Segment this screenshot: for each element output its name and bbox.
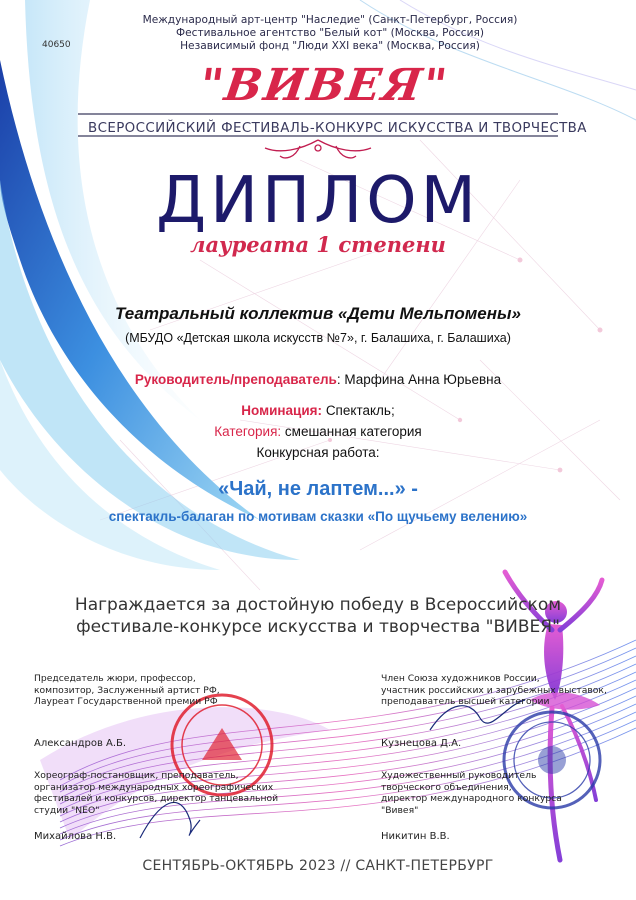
signature-title-line: директор международного конкурса: [381, 793, 562, 805]
signature-title-line: "Вивея": [381, 804, 419, 816]
signature-name-director: Никитин В.В.: [381, 831, 450, 842]
ornament-flourish: [265, 140, 371, 158]
signature-title-line: студии "NEO": [34, 804, 100, 816]
leader-label: Руководитель/преподаватель: [134, 372, 337, 387]
signature-name-choreographer: Михайлова Н.В.: [34, 831, 117, 842]
signature-title-line: участник российских и зарубежных выставок,: [381, 684, 607, 696]
organizer-line: Независимый фонд "Люди XXI века" (Москва, Россия): [180, 40, 480, 52]
festival-subtitle: ВСЕРОССИЙСКИЙ ФЕСТИВАЛЬ-КОНКУРС ИСКУССТВА И ТВОРЧЕСТВА: [88, 121, 587, 136]
signature-title-line: Член Союза художников России,: [381, 673, 540, 684]
signature-block-choreographer: [34, 770, 278, 816]
award-line: фестивале-конкурсе искусства и творчества "ВИВЕЯ": [76, 617, 560, 637]
category-label: Категория:: [214, 424, 282, 439]
signature-title-line: творческого объединения,: [381, 781, 512, 793]
signature-block-director: [381, 770, 562, 816]
festival-logo-text: "ВИВЕЯ": [196, 60, 452, 111]
category-line: [40, 424, 596, 439]
signature-title-line: преподаватель высшей категории: [381, 696, 550, 708]
document-number: 40650: [42, 40, 71, 50]
work-title: «Чай, не лаптем...» -: [218, 478, 418, 500]
signature-block-chairman: [34, 673, 220, 708]
degree-title: лауреата 1 степени: [190, 232, 446, 257]
leader-line: Руководитель/преподаватель: Марфина Анна Юрьевна: [134, 372, 502, 387]
diploma-title: ДИПЛОМ: [156, 164, 480, 238]
signature-name-chairman: Александров А.Б.: [34, 738, 127, 749]
signature-title-line: Художественный руководитель: [381, 770, 537, 781]
nomination-value: Спектакль;: [325, 403, 395, 418]
work-description: спектакль-балаган по мотивам сказки «По щучьему велению»: [108, 509, 528, 524]
organizers-block: [120, 14, 540, 53]
institution: (МБУДО «Детская школа искусств №7», г. Балашиха, г. Балашиха): [125, 331, 511, 345]
footer-date-place: СЕНТЯБРЬ-ОКТЯБРЬ 2023 // САНКТ-ПЕТЕРБУРГ: [142, 858, 494, 874]
organizer-line: Фестивальное агентство "Белый кот" (Москва, Россия): [175, 27, 484, 39]
signature-title-line: Председатель жюри, профессор,: [34, 673, 196, 684]
category-value: смешанная категория: [284, 424, 422, 439]
nomination-line: [40, 403, 596, 418]
signature-title-line: Лауреат Государственной премии РФ: [34, 696, 218, 708]
organizer-line: Международный арт-центр "Наследие" (Санкт-Петербург, Россия): [142, 14, 518, 26]
leader-name: Марфина Анна Юрьевна: [344, 372, 502, 387]
signature-title-line: фестивалей и конкурсов, директор танцевальной: [34, 793, 279, 805]
signature-title-line: композитор, Заслуженный артист РФ,: [34, 684, 220, 696]
nomination-label: Номинация:: [241, 403, 323, 418]
award-text: [40, 594, 596, 638]
signature-block-artist: [381, 673, 607, 708]
signature-name-artist: Кузнецова Д.А.: [381, 738, 462, 749]
signature-title-line: организатор международных хореографических: [34, 781, 274, 793]
award-line: Награждается за достойную победу в Всероссийском: [74, 595, 562, 615]
work-label: Конкурсная работа:: [256, 445, 380, 460]
team-name: Театральный коллектив «Дети Мельпомены»: [114, 304, 521, 323]
signature-title-line: Хореограф-постановщик, преподаватель,: [34, 770, 239, 781]
